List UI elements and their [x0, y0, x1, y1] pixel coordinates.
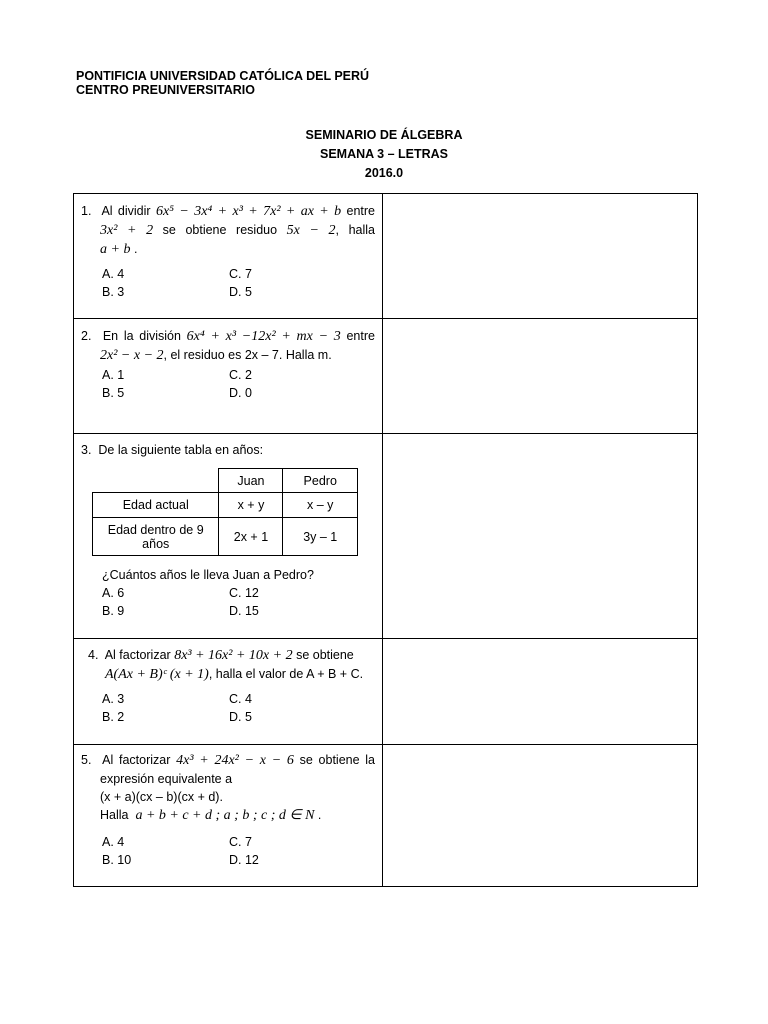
table-cell: 3y – 1 — [283, 518, 358, 556]
period-title: 2016.0 — [364, 166, 404, 180]
option-b: B. 2 — [102, 710, 125, 724]
question-text: entre — [346, 204, 375, 218]
table-row-label: Edad actual — [93, 493, 219, 518]
week-title: SEMANA 3 – LETRAS — [319, 147, 449, 161]
option-d: D. 12 — [229, 853, 259, 867]
table-row — [93, 493, 358, 518]
target-expression: a + b — [100, 242, 131, 257]
question-text: Halla — [100, 808, 129, 822]
question-5 — [74, 744, 382, 886]
polynomial-expression: 8x³ + 16x² + 10x + 2 — [174, 648, 293, 663]
divisor-expression: 3x² + 2 — [100, 223, 154, 238]
option-a: A. 6 — [102, 586, 125, 600]
option-c: C. 2 — [229, 368, 252, 382]
option-d: D. 5 — [229, 710, 252, 724]
question-text: De la siguiente tabla en años: — [98, 443, 264, 457]
question-number: 2. — [81, 329, 92, 343]
question-text: (x + a)(cx – b)(cx + d). — [100, 790, 223, 804]
university-name: PONTIFICIA UNIVERSIDAD CATÓLICA DEL PERÚ — [76, 69, 370, 83]
question-text: , halla — [335, 223, 375, 237]
question-text: Al factorizar — [104, 648, 171, 662]
center-name: CENTRO PREUNIVERSITARIO — [76, 83, 255, 97]
option-a: A. 3 — [102, 692, 125, 706]
column-divider — [382, 194, 383, 886]
question-text: En la división — [102, 329, 181, 343]
table-cell: x + y — [219, 493, 283, 518]
exercise-sheet — [73, 193, 698, 887]
question-number: 4. — [88, 648, 99, 662]
table-row — [93, 518, 358, 556]
institution-header — [76, 69, 369, 97]
factored-expression: A(Ax + B)ᶜ (x + 1) — [105, 667, 209, 682]
question-1-text: 1. Al dividir 6x⁵ − 3x⁴ + x³ + 7x² + ax + b entre 3x² + 2 se obtiene residuo 5x − 2, halla a + b . — [81, 204, 375, 257]
seminar-title: SEMINARIO DE ÁLGEBRA — [305, 128, 463, 142]
option-c: C. 7 — [229, 835, 252, 849]
question-4 — [74, 638, 382, 744]
table-cell: 2x + 1 — [219, 518, 283, 556]
option-d: D. 15 — [229, 604, 259, 618]
table-row-label: Edad dentro de 9 años — [93, 518, 219, 556]
question-text: entre — [346, 329, 375, 343]
sum-expression: a + b + c + d ; a ; b ; c ; d ∈ N — [135, 808, 315, 823]
table-header-cell: Pedro — [283, 469, 358, 493]
option-a: A. 1 — [102, 368, 125, 382]
question-text: Al dividir — [101, 204, 151, 218]
option-b: B. 3 — [102, 285, 125, 299]
table-header-row — [93, 469, 358, 493]
question-3 — [74, 433, 382, 638]
option-c: C. 4 — [229, 692, 252, 706]
option-b: B. 5 — [102, 386, 125, 400]
question-2-text — [81, 327, 375, 365]
question-number: 1. — [81, 204, 92, 218]
option-b: B. 10 — [102, 853, 132, 867]
question-prompt: ¿Cuántos años le lleva Juan a Pedro? — [102, 568, 314, 582]
question-text: se obtiene — [296, 648, 354, 662]
option-a: A. 4 — [102, 835, 125, 849]
ages-table — [92, 468, 358, 556]
question-number: 3. — [81, 443, 92, 457]
question-5-text: 5. Al factorizar 4x³ + 24x² − x − 6 se obtiene la expresión equivalente a (x + a)(cx – b)(cx + d). Halla a + b + c + d ; a ; b ; c ; d ∈ N . — [81, 753, 375, 823]
table-cell: x – y — [283, 493, 358, 518]
polynomial-expression: 4x³ + 24x² − x − 6 — [176, 753, 294, 768]
option-a: A. 4 — [102, 267, 125, 281]
table-header-cell: Juan — [219, 469, 283, 493]
remainder-expression: 5x − 2 — [286, 223, 336, 238]
question-2 — [74, 318, 382, 433]
dividend-expression: 6x⁴ + x³ −12x² + mx − 3 — [186, 329, 341, 344]
question-3-text — [81, 441, 375, 460]
question-text: se obtiene la — [299, 753, 375, 767]
question-text: , halla el valor de A + B + C. — [208, 667, 364, 681]
option-d: D. 5 — [229, 285, 252, 299]
question-4-text — [88, 646, 378, 684]
question-text: , el residuo es 2x – 7. Halla m. — [163, 348, 332, 362]
question-text: expresión equivalente a — [100, 772, 233, 786]
question-number: 5. — [81, 753, 92, 767]
question-1 — [74, 194, 382, 318]
dividend-expression: 6x⁵ − 3x⁴ + x³ + 7x² + ax + b — [155, 204, 342, 219]
question-text: Al factorizar — [102, 753, 171, 767]
question-text: se obtiene residuo — [162, 223, 278, 237]
option-d: D. 0 — [229, 386, 252, 400]
option-c: C. 12 — [229, 586, 259, 600]
option-b: B. 9 — [102, 604, 125, 618]
divisor-expression: 2x² − x − 2 — [100, 348, 164, 363]
option-c: C. 7 — [229, 267, 252, 281]
